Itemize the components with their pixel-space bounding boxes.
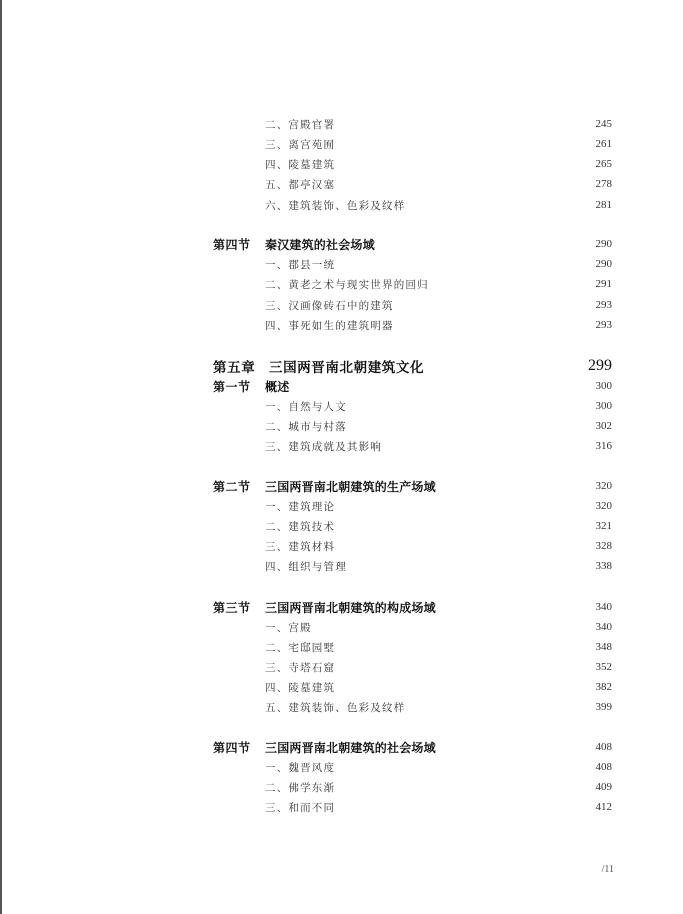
toc-page-number: 302 xyxy=(595,420,612,432)
toc-subsection[interactable] xyxy=(213,254,612,274)
toc-page-number: 300 xyxy=(595,400,612,412)
toc-page-number: 293 xyxy=(595,299,612,311)
toc-subsection[interactable] xyxy=(213,536,612,556)
toc-subsection[interactable] xyxy=(213,757,612,777)
toc-subsection[interactable] xyxy=(213,697,612,717)
toc-label: 一、宫殿 xyxy=(265,621,312,634)
section-title: 概述 xyxy=(265,379,290,394)
toc-page-number: 321 xyxy=(595,520,612,532)
toc-page-number: 320 xyxy=(595,500,612,512)
section-number: 第三节 xyxy=(213,600,251,615)
toc-page-number: 352 xyxy=(595,661,612,673)
toc-section[interactable] xyxy=(213,737,612,757)
toc-section[interactable] xyxy=(213,234,612,254)
toc-page-number: 340 xyxy=(595,621,612,633)
chapter-number: 第五章 xyxy=(213,360,256,376)
toc-page-number: 278 xyxy=(595,178,612,190)
toc-label: 三、离宫苑囿 xyxy=(265,138,336,151)
toc-label: 一、魏晋风度 xyxy=(265,761,336,774)
toc-subsection[interactable] xyxy=(213,416,612,436)
toc-label: 二、宅邸园墅 xyxy=(265,641,336,654)
section-title: 三国两晋南北朝建筑的构成场域 xyxy=(265,600,436,615)
toc-page-number: 261 xyxy=(595,138,612,150)
toc-section[interactable] xyxy=(213,476,612,496)
toc-label: 二、宫殿官署 xyxy=(265,118,336,131)
toc-label: 二、黄老之术与现实世界的回归 xyxy=(265,278,429,291)
toc-label: 三、寺塔石窟 xyxy=(265,661,336,674)
toc-page-number: 382 xyxy=(595,681,612,693)
toc-subsection[interactable] xyxy=(213,154,612,174)
section-number: 第一节 xyxy=(213,379,251,394)
toc-page-number: 291 xyxy=(595,278,612,290)
toc-subsection[interactable] xyxy=(213,496,612,516)
toc-page-number: 290 xyxy=(595,238,612,250)
toc-page-number: 299 xyxy=(588,357,612,374)
toc-page-number: 399 xyxy=(595,701,612,713)
toc-page-number: 320 xyxy=(595,480,612,492)
toc-page-number: 340 xyxy=(595,601,612,613)
toc-section[interactable] xyxy=(213,376,612,396)
toc-page-number: 412 xyxy=(595,801,612,813)
toc-subsection[interactable] xyxy=(213,436,612,456)
toc-label: 六、建筑装饰、色彩及纹样 xyxy=(265,199,406,212)
section-title: 秦汉建筑的社会场域 xyxy=(265,237,375,252)
toc-subsection[interactable] xyxy=(213,295,612,315)
toc-page-number: 293 xyxy=(595,319,612,331)
toc-page-number: 265 xyxy=(595,158,612,170)
toc-subsection[interactable] xyxy=(213,797,612,817)
toc-label: 一、自然与人文 xyxy=(265,400,347,413)
toc-page-number: 316 xyxy=(595,440,612,452)
toc-subsection[interactable] xyxy=(213,617,612,637)
toc-page-number: 328 xyxy=(595,540,612,552)
toc-page-number: 338 xyxy=(595,560,612,572)
toc-subsection[interactable] xyxy=(213,274,612,294)
toc-page-number: 348 xyxy=(595,641,612,653)
section-number: 第四节 xyxy=(213,740,251,755)
toc-label: 一、郡县一统 xyxy=(265,258,336,271)
section-title: 三国两晋南北朝建筑的社会场域 xyxy=(265,740,436,755)
toc-page-number: 409 xyxy=(595,781,612,793)
toc-page-number: 290 xyxy=(595,258,612,270)
toc-page-number: 245 xyxy=(595,118,612,130)
toc-subsection[interactable] xyxy=(213,556,612,576)
toc-page-number: 408 xyxy=(595,741,612,753)
section-title: 三国两晋南北朝建筑的生产场域 xyxy=(265,479,436,494)
section-number: 第二节 xyxy=(213,479,251,494)
toc-subsection[interactable] xyxy=(213,657,612,677)
toc-subsection[interactable] xyxy=(213,195,612,215)
section-number: 第四节 xyxy=(213,237,251,252)
toc-label: 三、建筑材料 xyxy=(265,540,336,553)
toc-subsection[interactable] xyxy=(213,114,612,134)
toc-subsection[interactable] xyxy=(213,134,612,154)
toc-label: 三、汉画像砖石中的建筑 xyxy=(265,299,394,312)
toc-label: 一、建筑理论 xyxy=(265,500,336,513)
toc-subsection[interactable] xyxy=(213,637,612,657)
toc-label: 五、都亭汉塞 xyxy=(265,178,336,191)
toc-subsection[interactable] xyxy=(213,315,612,335)
chapter-title: 三国两晋南北朝建筑文化 xyxy=(269,360,425,376)
toc-page-number: 300 xyxy=(595,380,612,392)
toc-page-number: 408 xyxy=(595,761,612,773)
toc-label: 二、城市与村落 xyxy=(265,420,347,433)
toc-subsection[interactable] xyxy=(213,396,612,416)
toc-label: 五、建筑装饰、色彩及纹样 xyxy=(265,701,406,714)
toc-label: 四、组织与管理 xyxy=(265,560,347,573)
toc-label: 四、陵墓建筑 xyxy=(265,158,336,171)
page-marker: /11 xyxy=(601,864,614,875)
toc-subsection[interactable] xyxy=(213,677,612,697)
toc-section[interactable] xyxy=(213,597,612,617)
toc-subsection[interactable] xyxy=(213,174,612,194)
toc-label: 四、陵墓建筑 xyxy=(265,681,336,694)
toc-label: 三、建筑成就及其影响 xyxy=(265,440,382,453)
toc-label: 三、和而不同 xyxy=(265,801,336,814)
toc-label: 二、建筑技术 xyxy=(265,520,336,533)
toc-subsection[interactable] xyxy=(213,516,612,536)
toc-page-number: 281 xyxy=(595,199,612,211)
toc-subsection[interactable] xyxy=(213,777,612,797)
toc-label: 四、事死如生的建筑明器 xyxy=(265,319,394,332)
toc-label: 二、佛学东渐 xyxy=(265,781,336,794)
